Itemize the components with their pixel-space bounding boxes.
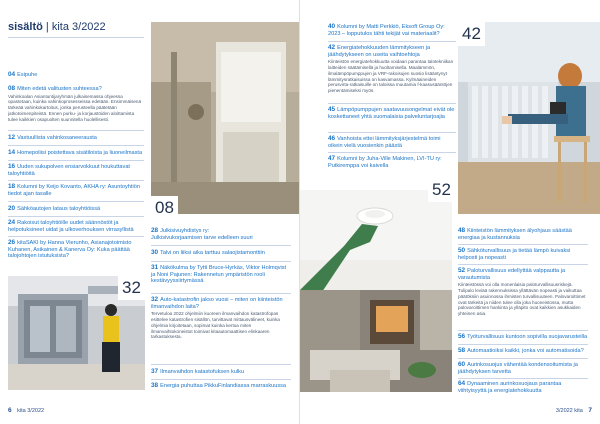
entry-divider [8, 145, 144, 146]
entry-divider [458, 344, 588, 345]
page-number-right: 7 [588, 407, 592, 414]
section-title: sisältö [8, 21, 43, 33]
toc-entry[interactable]: 64 Dynaaminen aurinkosuojaus parantaa viihtyisyyttä ja energiatehokkuutta [458, 380, 562, 394]
toc-entry[interactable]: 50 Sähköturvallisuus ja tietää lämpö kuivaksi helposti ja nopeasti [458, 247, 571, 261]
toc-entry[interactable]: 08 Miten edetä valitusten suhteessa? Vahinkoalan Asiantuntijaryhmän julkaisemassa ohjeessa opastetaan, kuinka vahinkoprosesseissa edetään. Ensimmäisenä tärkeää vahinkokartoitus, jonka perusteella päätetään jatkotoimenpiteistä. Ennen purku- ja korjaustöiden aloittamista tulee kaikkien osapuolten suunnitella huolellisesti. [8, 85, 142, 122]
footer-left [8, 407, 44, 414]
footer-issue-right: 3/2022 kita [555, 408, 583, 414]
entry-divider [8, 216, 144, 217]
entry-divider [8, 201, 144, 202]
section-header: sisältö | kita 3/2022 [8, 21, 106, 33]
entry-divider [8, 236, 144, 237]
entry-divider [328, 103, 456, 104]
entry-divider [328, 152, 456, 153]
toc-entry[interactable]: 26 kitaSAKI by Hanna Vierunho, Asianajotoimisto Kuhanen, Asikainen & Kanerva Oy: Kuka päättää talojohtojen istutuksista? [8, 239, 132, 260]
entry-divider [458, 378, 588, 379]
footer-issue-left: kita 3/2022 [17, 408, 45, 414]
entry-divider [328, 41, 456, 42]
entry-divider [458, 264, 588, 265]
header-divider [8, 37, 144, 38]
entry-divider [458, 330, 588, 331]
toc-entry[interactable]: 52 Paloturvallisuus edellyttää valppautta ja varautumista Kiinteistössä voi olla monenlaisia paloturvallisuusriskejä. Tulipalo leviää rakennuksissa yllättävän nopeasti ja vaikuttaa päätöksiin asuinnossa ihmisten turvallisuuteen. Palovaroittimet ovat tärkeitä ja niiden tulee olla joka huoneistossa, mutta palovaroittimen hankinta ja ylläpito ovat kaikkien asukkaiden yhteinen asia. [458, 267, 586, 317]
toc-entry[interactable]: 18 Kolumni by Keijo Kovanto, AKHA ry: Asuntoyhtiön tiedot ajan tasalle [8, 183, 140, 197]
toc-entry[interactable]: 45 Lämpöpumppujen saatavuusongelmat eivät ole koskettaneet yhtä suomalaisia palveluntarjoajia [328, 106, 455, 120]
entry-divider [458, 358, 588, 359]
photo-number-52: 52 [428, 178, 455, 202]
issue-label: kita 3/2022 [51, 21, 106, 33]
toc-entry[interactable]: 16 Uuden sukupolven ensiarvokkuut houkuttavat taloyhtiöitä [8, 163, 130, 177]
toc-entry[interactable]: 14 Homepoliisi poistettava sisätiloista ja liuoneilmasta [8, 149, 143, 156]
photo-number-42: 42 [458, 22, 485, 46]
footer-right [556, 407, 592, 414]
entry-divider [151, 245, 291, 246]
entry-divider [151, 293, 291, 294]
toc-entry[interactable]: 12 Vastuullista vahinkosaneerausta [8, 134, 97, 141]
toc-entry[interactable]: 24 Rakoisut taloyhtiöille uudet säännöstöt ja helpotuksineet uidat ja ulkoverhouksen virrasyllistä [8, 219, 134, 233]
entry-divider [328, 132, 456, 133]
entry-divider [151, 364, 291, 365]
toc-entry[interactable]: 20 Sähköautojen lataus taloyhtiöissä [8, 205, 101, 212]
toc-entry[interactable]: 37 Ilmanvaihdon katastofuksen kulku [151, 368, 245, 375]
photo-woman-reading [458, 22, 600, 214]
toc-entry[interactable]: 42 Energiatehokkuuden lämmitykseen ja jäähdytykseen on useita vaihtoehtoja Kiinteistön energiatehokkuutta voidaan parantaa talotekniikan laitteiden säätämisellä ja huoltamisella. Maalämmön, ilmalämpöpumppujen ja VRF-rakoisujen suosio lisääntynyt lämmitysratkaisuissa on kasvamassa. Kylmäaineiden perusvirta-ratkaisuille on taloissa muutamia f-kaasusääntöjen pienentämiseksi myös. [328, 44, 454, 94]
entry-divider [8, 160, 144, 161]
photo-bathroom-renovation [151, 22, 300, 214]
toc-entry[interactable]: 58 Automaatioiksi kaikki, jonka voi automatisoida? [458, 347, 584, 354]
page-number-left: 6 [8, 407, 12, 414]
entry-divider [8, 180, 144, 181]
entry-divider [151, 379, 291, 380]
toc-entry[interactable]: 40 Kolumni by Matti Perkkiö, Eksoft Group Oy: 2023 – lopputulos tähti tekijät vai materiaalit? [328, 23, 445, 37]
toc-entry[interactable]: 31 Näkökulma by Tytti Bruce-Hyrkäs, Viktor Holmqvist ja Noni Pajunen: Rakennetun ympäristön rooli kestävyyssiirtymässä [151, 264, 287, 285]
entry-divider [458, 244, 588, 245]
toc-entry[interactable]: 47 Kolumni by Juha-Ville Makinen, LVI-TU ry: Putkiremppa voi kaivella [328, 155, 442, 169]
toc-entry[interactable]: 60 Aurinkosuojus vähentää kondensoitumista ja jäähdytyksen tarvetta [458, 361, 578, 375]
entry-divider [151, 261, 291, 262]
toc-entry[interactable]: 46 Vanhoista ettei lämmityksjärjestelmä toimi oikein vielä vuosienkin päästä [328, 135, 441, 149]
toc-entry[interactable]: 30 Talvi on liiksi aika tarttuu salaojistamonttiin [151, 249, 265, 256]
entry-divider [8, 130, 144, 131]
toc-entry[interactable]: 56 Työturvallisuus kuntoon sopivilla suojavarusteilla [458, 333, 588, 340]
photo-smoke-detector [300, 190, 452, 392]
toc-entry[interactable]: 32 Auto-katastrofin jakso vuosi – miten on kiinteistön ilmanvaihdon laita? Tervetuloa 2022 ohjelmiin kuoreen ilmanvaihdon katastrofopas esittelee katastrofien sisällön, tarvittavat mittausvälineet, kuinka ohjelmia kirjoitetaan, sopimat kuinka kertoa miten ilmanvaihtokoneistot toimivat kitaautomaattisen elinkaaren tarkastuksesta. [151, 296, 283, 340]
toc-entry[interactable]: 04 Esipuhe [8, 71, 38, 78]
toc-entry[interactable]: 28 Julkisivuyhdistys ry: Julkisivukorjaamisen tarve edelleen suuri [151, 227, 253, 241]
photo-number-32: 32 [118, 276, 145, 300]
toc-entry[interactable]: 38 Energia puhuttaa PikkuFinlandiassa marraskuussa [151, 382, 287, 389]
right-page [300, 0, 600, 424]
toc-entry[interactable]: 48 Kiinteistön lämmityksen älyohjaus säästää energiaa ja kustannuksia [458, 227, 572, 241]
photo-number-08: 08 [151, 196, 178, 220]
